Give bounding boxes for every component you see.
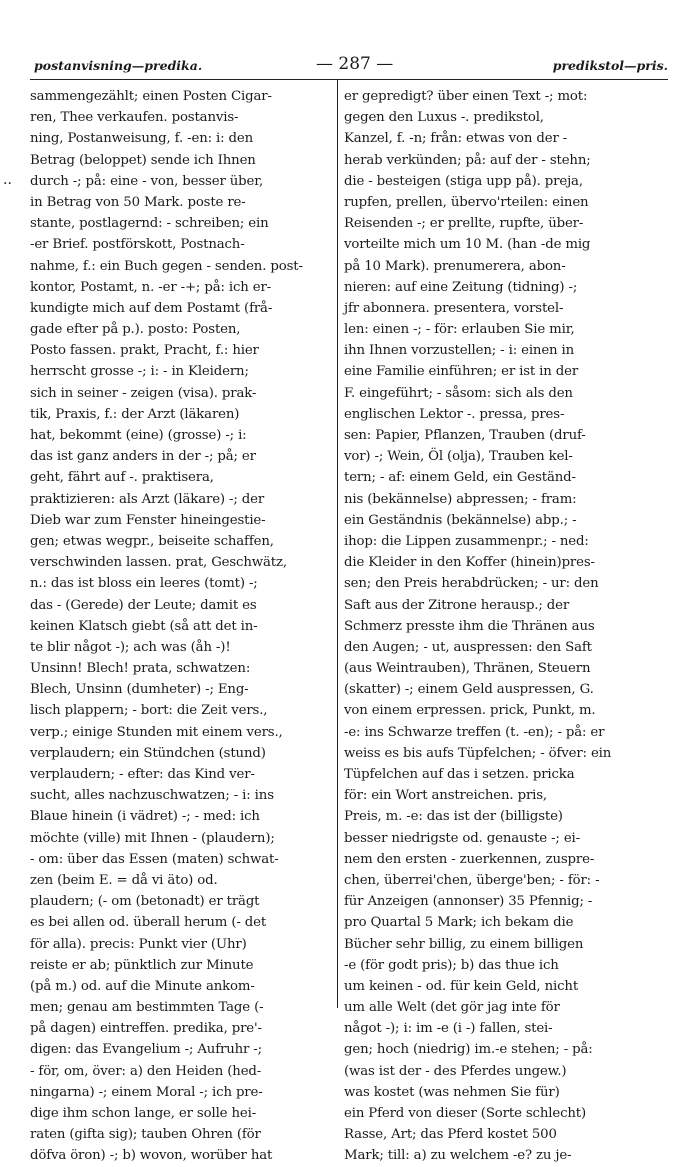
text-line: es bei allen od. überall herum (- det <box>30 915 267 931</box>
text-line: på dagen) eintreffen. predika, pre'- <box>30 1021 262 1037</box>
text-line: pro Quartal 5 Mark; ich bekam die <box>344 915 574 931</box>
header-left-guideword: postanvisning—predika. <box>34 58 203 73</box>
text-line: keinen Klatsch giebt (så att det in- <box>30 618 258 634</box>
text-line: sammengezählt; einen Posten Cigar- <box>30 89 272 104</box>
text-line: eine Familie einführen; er ist in der <box>344 364 579 380</box>
header-rule <box>30 79 668 80</box>
text-line: nem den ersten - zuerkennen, zuspre- <box>344 851 595 867</box>
text-line: besser niedrigste od. genauste -; ei- <box>344 830 580 846</box>
text-line: gen; hoch (niedrig) im.-e stehen; - på: <box>344 1042 593 1058</box>
text-line: die Kleider in den Koffer (hinein)pres- <box>344 555 595 571</box>
text-line: Mark; till: a) zu welchem -e? zu je- <box>344 1148 572 1164</box>
text-line: kontor, Postamt, n. -er -+; på: ich er- <box>30 279 272 295</box>
text-line: gen; etwas wegpr., beiseite schaffen, <box>30 533 274 549</box>
text-line: något -); i: im -e (i -) fallen, stei- <box>344 1021 553 1037</box>
text-line: sich in seiner - zeigen (visa). prak- <box>30 385 257 401</box>
text-line: digen: das Evangelium -; Aufruhr -; <box>30 1042 262 1058</box>
text-line: len: einen -; - för: erlauben Sie mir, <box>344 322 575 338</box>
text-line: gegen den Luxus -. predikstol, <box>344 110 544 126</box>
text-line: weiss es bis aufs Tüpfelchen; - öfver: ein <box>344 745 612 761</box>
text-line: sen: Papier, Pflanzen, Trauben (druf- <box>344 428 586 443</box>
text-line: ihn Ihnen vorzustellen; - i: einen in <box>344 343 575 359</box>
text-line: nahme, f.: ein Buch gegen - senden. post- <box>30 258 303 274</box>
text-line: praktizieren: als Arzt (läkare) -; der <box>30 491 265 507</box>
text-line: englischen Lektor -. pressa, pres- <box>344 406 565 422</box>
text-line: das - (Gerede) der Leute; damit es <box>30 597 257 613</box>
text-line: kundigte mich auf dem Postamt (frå- <box>30 300 273 316</box>
text-line: verplaudern; ein Stündchen (stund) <box>30 745 266 761</box>
text-line: um alle Welt (det gör jag inte för <box>344 1000 560 1016</box>
text-line: zen (beim E. = då vi äto) od. <box>30 872 218 888</box>
column-divider <box>337 80 338 1008</box>
text-line: von einem erpressen. prick, Punkt, m. <box>344 703 596 719</box>
text-line: hat, bekommt (eine) (grosse) -; i: <box>30 428 247 443</box>
text-line: was kostet (was nehmen Sie für) <box>344 1084 560 1100</box>
text-line: sucht, alles nachzuschwatzen; - i: ins <box>30 788 274 804</box>
text-line: - om: über das Essen (maten) schwat- <box>30 851 279 867</box>
text-line: er gepredigt? über einen Text -; mot: <box>344 89 588 104</box>
text-line: ning, Postanweisung, f. -en: i: den <box>30 131 254 147</box>
text-line: vorteilte mich um 10 M. (han -de mig <box>344 237 591 253</box>
text-line: Schmerz presste ihm die Thränen aus <box>344 618 595 634</box>
text-line: Saft aus der Zitrone herausp.; der <box>344 597 570 613</box>
text-line: geht, fährt auf -. praktisera, <box>30 470 214 486</box>
text-line: nieren: auf eine Zeitung (tidning) -; <box>344 279 578 295</box>
text-line: verp.; einige Stunden mit einem vers., <box>30 724 283 740</box>
text-line: Preis, m. -e: das ist der (billigste) <box>344 809 563 825</box>
text-line: in Betrag von 50 Mark. poste re- <box>30 194 246 210</box>
text-line: tern; - af: einem Geld, ein Geständ- <box>344 470 576 486</box>
left-column <box>30 86 326 1167</box>
text-line: ein Pferd von dieser (Sorte schlecht) <box>344 1106 587 1121</box>
text-line: gade efter på p.). posto: Posten, <box>30 322 241 338</box>
text-line: Dieb war zum Fenster hineingestie- <box>30 512 266 528</box>
text-line: -e (för godt pris); b) das thue ich <box>344 957 559 973</box>
text-line: - för, om, över: a) den Heiden (hed- <box>30 1063 262 1079</box>
text-line: ein Geständnis (bekännelse) abp.; - <box>344 512 577 528</box>
text-line: Rasse, Art; das Pferd kostet 500 <box>344 1127 557 1143</box>
text-line: möchte (ville) mit Ihnen - (plaudern); <box>30 830 275 846</box>
text-line: nis (bekännelse) abpressen; - fram: <box>344 491 577 507</box>
text-line: n.: das ist bloss ein leeres (tomt) -; <box>30 576 258 592</box>
text-line: durch -; på: eine - von, besser über, <box>30 173 264 189</box>
text-line: te blir något -); ach was (åh -)! <box>30 639 231 655</box>
text-line: ningarna) -; einem Moral -; ich pre- <box>30 1084 263 1100</box>
text-line: döfva öron) -; b) wovon, worüber hat <box>30 1148 273 1164</box>
text-line: (was ist der - des Pferdes ungew.) <box>344 1063 567 1079</box>
text-line: herab verkünden; på: auf der - stehn; <box>344 152 591 168</box>
text-line: Posto fassen. prakt, Pracht, f.: hier <box>30 343 259 359</box>
text-line: ren, Thee verkaufen. postanvis- <box>30 110 239 126</box>
text-line: raten (gifta sig); tauben Ohren (för <box>30 1127 261 1143</box>
margin-mark: .. <box>3 172 12 188</box>
text-line: för: ein Wort anstreichen. pris, <box>344 788 548 804</box>
page-number: — 287 — <box>316 54 394 74</box>
text-line: chen, überrei'chen, überge'ben; - för: - <box>344 872 600 888</box>
text-line: lisch plappern; - bort: die Zeit vers., <box>30 703 268 719</box>
text-line: Blech, Unsinn (dumheter) -; Eng- <box>30 682 249 698</box>
right-column <box>344 86 640 1167</box>
text-line: verschwinden lassen. prat, Geschwätz, <box>30 555 287 571</box>
text-line: F. eingeführt; - såsom: sich als den <box>344 385 573 401</box>
text-line: rupfen, prellen, übervo'rteilen: einen <box>344 194 589 210</box>
text-line: Kanzel, f. -n; från: etwas von der - <box>344 131 568 147</box>
text-line: för alla). precis: Punkt vier (Uhr) <box>30 936 247 952</box>
text-line: verplaudern; - efter: das Kind ver- <box>30 767 255 782</box>
text-line: Reisenden -; er prellte, rupfte, über- <box>344 216 584 232</box>
text-line: reiste er ab; pünktlich zur Minute <box>30 957 254 973</box>
text-line: Unsinn! Blech! prata, schwatzen: <box>30 661 251 677</box>
text-line: für Anzeigen (annonser) 35 Pfennig; - <box>344 894 593 910</box>
text-line: vor) -; Wein, Öl (olja), Trauben kel- <box>344 449 573 465</box>
text-line: das ist ganz anders in der -; på; er <box>30 449 256 465</box>
text-line: jfr abonnera. presentera, vorstel- <box>344 300 564 316</box>
text-line: (aus Weintrauben), Thränen, Steuern <box>344 661 591 677</box>
text-line: um keinen - od. für kein Geld, nicht <box>344 978 579 994</box>
text-line: den Augen; - ut, auspressen: den Saft <box>344 639 592 655</box>
text-line: ihop: die Lippen zusammenpr.; - ned: <box>344 533 589 549</box>
text-line: (skatter) -; einem Geld auspressen, G. <box>344 682 594 698</box>
text-line: Blaue hinein (i vädret) -; - med: ich <box>30 809 260 825</box>
text-line: tik, Praxis, f.: der Arzt (läkaren) <box>30 406 240 422</box>
text-line: plaudern; (- om (betonadt) er trägt <box>30 894 260 910</box>
header-right-guideword: predikstol—pris. <box>552 58 668 73</box>
text-line: -er Brief. postförskott, Postnach- <box>30 237 245 253</box>
text-line: Betrag (beloppet) sende ich Ihnen <box>30 152 256 168</box>
text-line: Bücher sehr billig, zu einem billigen <box>344 936 584 952</box>
text-line: herrscht grosse -; i: - in Kleidern; <box>30 364 249 380</box>
text-line: die - besteigen (stiga upp på). preja, <box>344 173 583 189</box>
text-line: men; genau am bestimmten Tage (- <box>30 1000 264 1016</box>
text-line: (på m.) od. auf die Minute ankom- <box>30 978 255 994</box>
text-line: -e: ins Schwarze treffen (t. -en); - på: er <box>344 724 605 740</box>
running-header <box>28 52 668 78</box>
text-line: på 10 Mark). prenumerera, abon- <box>344 258 566 274</box>
text-line: Tüpfelchen auf das i setzen. pricka <box>344 767 575 782</box>
text-line: stante, postlagernd: - schreiben; ein <box>30 216 269 232</box>
text-line: sen; den Preis herabdrücken; - ur: den <box>344 576 599 592</box>
text-line: dige ihm schon lange, er solle hei- <box>30 1106 257 1121</box>
